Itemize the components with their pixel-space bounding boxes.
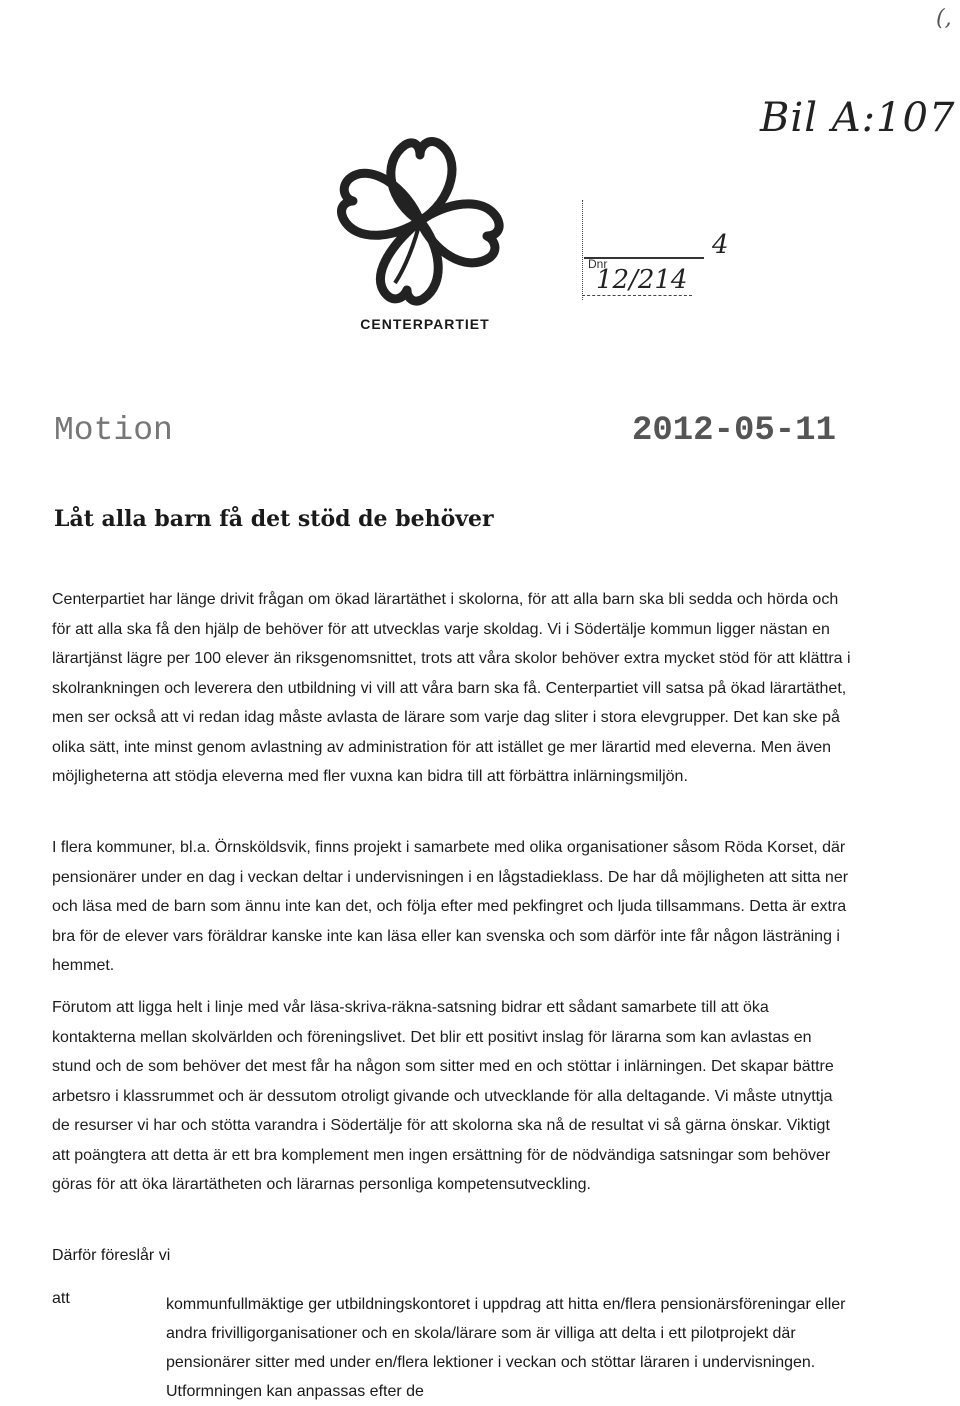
- stamp-bottom-line: [582, 295, 692, 296]
- party-name: CENTERPARTIET: [360, 316, 490, 332]
- stamp-number: 4: [712, 230, 729, 260]
- stamp-dnr-label: Dnr: [588, 257, 608, 271]
- registration-stamp: [582, 185, 742, 295]
- stamp-handwritten-dnr: 12/214: [596, 265, 688, 295]
- corner-handwritten-mark: (,: [936, 6, 952, 31]
- motion-title: Låt alla barn få det stöd de behöver: [54, 506, 494, 532]
- stamp-vertical-line: [582, 200, 583, 300]
- proposal-lead: Därför föreslår vi: [52, 1247, 171, 1264]
- document-type: Motion: [54, 412, 173, 449]
- paragraph-1: Centerpartiet har länge drivit frågan om ökad lärartäthet i skolorna, för att alla barn ska bli sedda och hörda och för att alla ska få den hjälp de behöver för att utvecklas varje skoldag. Vi i Södertälje kommun ligger nästan en lärartjänst lägre per 100 elever än riksgenomsnittet, trots att våra skolor behöver extra mycket stöd för att klättra i skolrankningen och leverera den utbildning vi vill att våra barn ska få. Centerpartiet vill satsa på ökad lärartäthet, men ser också att vi redan idag måste avlasta de lärare som varje dag sliter i stora elevgrupper. Det kan ske på olika sätt, inte minst genom avlastning av administration för att istället ge mer lärartid med eleverna. Men även möjligheterna att stödja eleverna med fler vuxna kan bidra till att förbättra inlärningsmiljön.: [52, 591, 851, 785]
- paragraph-2: I flera kommuner, bl.a. Örnsköldsvik, finns projekt i samarbete med olika organisationer såsom Röda Korset, där pensionärer under en dag i veckan deltar i undervisningen i en lågstadieklass. De har då möjligheten att sitta ner och läsa med de barn som ännu inte kan det, och följa efter med pekfingret och ljuda tillsammans. Detta är extra bra för de elever vars föräldrar kanske inte kan läsa eller kan svenska och som därför inte får någon lästräning i hemmet.: [52, 839, 849, 974]
- handwritten-reference: Bil A:107: [760, 95, 956, 141]
- four-leaf-clover-logo-icon: [335, 133, 505, 308]
- document-date: 2012-05-11: [631, 412, 836, 450]
- proposal-att-label: att: [52, 1290, 70, 1307]
- proposal-text: kommunfullmäktige ger utbildningskontoret i uppdrag att hitta en/flera pensionärsföreningar eller andra frivilligorganisationer och en skola/lärare som är villiga att delta i ett pilotprojekt där pensionärer sitter med under en/flera lektioner i veckan och stöttar läraren i undervisningen. Utformningen kan anpassas efter de: [166, 1296, 846, 1400]
- paragraph-3: Förutom att ligga helt i linje med vår läsa-skriva-räkna-satsning bidrar ett sådant samarbete till att öka kontakterna mellan skolvärlden och föreningslivet. Det blir ett positivt inslag för lärarna som kan avlastas en stund och de som behöver det mest får ha någon som sitter med en och stöttar i inlärningen. Det skapar bättre arbetsro i klassrummet och är dessutom otroligt givande och utvecklande för alla deltagande. Vi måste utnyttja de resurser vi har och stötta varandra i Södertälje för att skolorna ska nå de resultat vi så gärna önskar. Viktigt att poängtera att detta är ett bra komplement men ingen ersättning för de nödvändiga satsningar som behöver göras för att öka lärartätheten och lärarnas personliga kompetensutveckling.: [52, 999, 834, 1193]
